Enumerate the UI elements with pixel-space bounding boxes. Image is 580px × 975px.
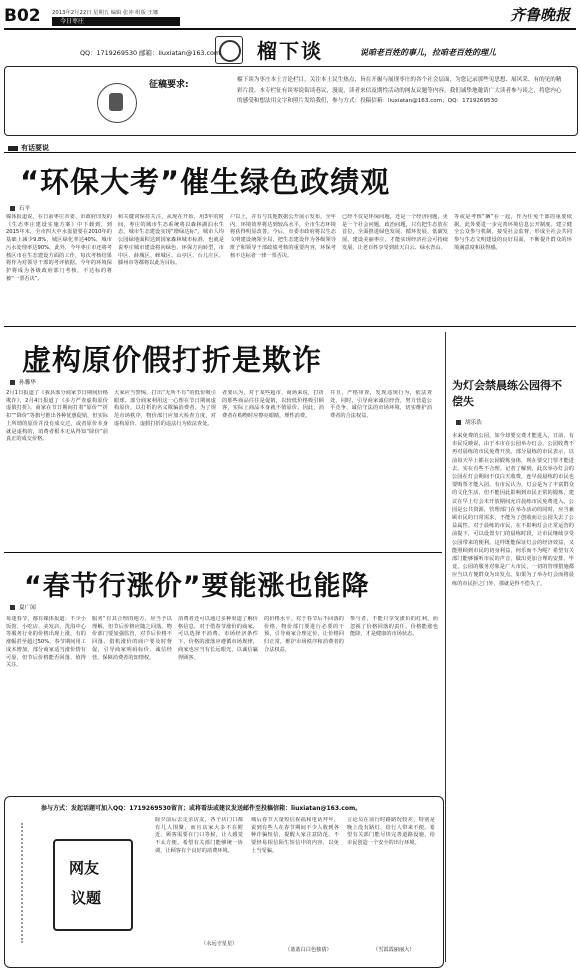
forum-signature-1: （永远守星星） [201,941,238,947]
notice-label: 征稿要求: [149,80,189,90]
article2-col-4: 井且，严格审查，发现违规行为，依法查处，同时，引导商家诚信经营，努力营造公平竞争、诚信守法的市场环境，切实维护消费者的合法权益。 [330,390,432,420]
article1-headline: “环保大考”催生绿色政绩观 [20,165,391,199]
article3-col-5: 参与者，不能只享受涨价的红利，而忽视了价格回落的责任。价格能涨也能降，才是健康的市场状态。 [350,616,438,638]
sidebar-divider [445,332,446,962]
forum-label-box [53,839,133,931]
article3-col-4: 的价格水平。对于春节后不回落的价格，物价部门要进行必要的干预，引导商家合理定价，让价格回归正常，维护市场秩序和消费者的合法权益。 [264,616,344,653]
article2-col-1: 2月1日报道了《我县部分商家节日期间价格欺诈》，2月4日报道了《多方严查虚构原价虚假打折》。商家在节日期间打着“原价”“折扣”“降价”等旗号推出各种优惠促销，但实际上所谓的原价并没有成交过，或者原价本身就是虚构的，消费者根本无从得知“降价”前真正的成交价格。 [6,390,108,443]
section-label-text: 有话要说 [21,144,49,152]
column-name: 榴下谈 [257,39,323,63]
article1-author: 石平 [19,206,31,212]
forum-col-1: 除夕前后去走亲访友，各个店门口都有几人围聚，而且店家大多不在附近，顾客需要在门口等候，让人感觉不太方便。希望有关部门能够统一协调，让顾客有个良好的消费环境。 [155,817,243,854]
notice-illustration [93,77,139,125]
forum-decoration [21,823,41,943]
article1-bottom-rule [4,326,576,327]
sidebar-author: 胡乐浩 [465,420,482,426]
article1-col-2: 和关键词保持关注，从现在开始，用3年的时间，枣庄的城市生态系统将以森林湖泊水生态，城市生态建设实现“增绿达标”，城市人均公园绿地面积达到国家森林城市标准，也就是说枣庄城市建设将向绿色、环保方向转型，市中区、薛城区、峄城区、山亭区、台儿庄区、滕州市等都将以此为目标。 [118,214,224,267]
person-silhouette-icon [109,93,123,111]
article3-author: 夏广闻 [19,605,36,611]
article3-col-1: 每逢春节，都有媒体报道：不少小饭馆、小吃店、美发店、洗浴中心等服务行业的价格出现上涨，有的涨幅甚至超过50%。春节期间用工成本增加，部分商家适当涨价情有可原，但节后价格能否回落，值得关注。 [6,616,86,669]
article2-byline [10,378,36,386]
article3-col-2: 服务“有其合理的地方，应当予以理解，但节后价格应随之回落。物价部门要加强监管，对节后价格不回落、借机涨价的商户要及时督促，引导商家明码标价、诚信经营，保障消费者的知情权。 [92,616,172,661]
article1-byline [10,204,30,212]
article3-headline: “春节行涨价”要能涨也能降 [24,571,370,602]
byline-marker-icon [10,380,15,385]
forum-col-3: 言论员在前行时路路况较差，特别是晚上没有路灯，给行人带来不便。希望有关部门能尽快完善道路设施，给市民创造一个安全的出行环境。 [347,817,435,847]
paper-name-logo: 齐鲁晚报 [509,6,570,24]
article1-col-1: 媒体报道说，在日前枣庄市委、市政府印发的《生态枣庄建设实施方案》中下载到，到2015年末，全市四大中水蛋量要在2010年的基础上减少9.8%，城区绿化率达40%，城市污水处理率达90%，此外，今年枣庄市还将考核区市在生态建设方面的工作，每次考核结果将作为对领导干部的考评依据。今年的环境保护将成为各级政府部门考核，不达标的将被“一票否决”。 [6,214,112,282]
tag-marker-icon [8,146,18,151]
sidebar-byline [456,418,482,426]
article2-col-3: 者要认为，对于某些超市、商场来说，打折的那些商品往往是促销，以较低价格吸引顾客，实际上商品本身就不值原价。因此，消费者在购物时应擦亮眼睛，理性消费。 [222,390,324,420]
article2-col-2: 大家应当警惕，打出“无所不有”的低价吸引眼球，部分商家利用这一心理在节日期间虚构原价，以打折的名义欺骗消费者。为了规范市场秩序，物价部门应加大检查力度，对虚构原价、虚假打折的违法行为依法查处。 [114,390,216,427]
byline-marker-icon [10,206,15,211]
forum-box [4,796,444,968]
tag-rule [4,152,576,153]
article2-author: 孙馨华 [19,380,36,386]
column-banner [215,34,575,64]
article2-headline: 虚构原价假打折是欺诈 [22,343,323,377]
section-tag: 今日枣庄 [52,17,180,26]
forum-label-bottom: 议题 [71,889,102,907]
column-logo-glyph [219,40,241,62]
notice-text: 榴下谈为枣庄本土言论栏目，关注本土民生热点，旨在开掘与展现枣庄的各个社会层面，为您记录那些见思想、展风采、有的见的精彩片段。本专栏征有谈零说街谈巷议，漫说，读者来信及期性活动的网友议题等内容。我们诚挚地邀请广大读者参与谈之，将您内心的感受和想法用文字和照片发给我们，参与方式：投稿信箱：liuxiatan@163.com；QQ：1719269530 [237,77,562,104]
notice-box [4,66,578,136]
article1-col-4: 已经不仅是环保问题，还是一个经济问题，更是一个社会问题，政治问题，只有把生态放在首位，全面推进绿色发展、循环发展、低碳发展，建设美丽枣庄，才能实现经济社会可持续发展，让老百姓享受到蓝天白云、绿水青山。 [342,214,448,251]
article1-col-5: 等或是考核“捆”在一起，作为任免干部的重要依据。此外要进一步完善环境信息公开制度，建立健全公众参与机制，接受社会监督，形成全社会共同参与生态文明建设的良好局面，不断提升群众的环境满意度和获得感。 [454,214,572,251]
forum-participation: 参与方式：发起话题可加入QQ：1719269530留言；或将看法或建议发送邮件至投稿信箱：liuxiatan@163.com。 [41,805,362,812]
masthead-rule [4,28,576,30]
forum-col-2: 城后春节大量短信祝福和电话拜年，说到有些人在春节期间不少人收到各种诈骗短信，提醒大家注意防范，不要轻易相信陌生短信中的内容，以免上当受骗。 [251,817,339,854]
article1-col-3: 户以上，并有与其他数据公开展示发布，全年内，环境效率将达到较高水平，全市生态环境将获得明显改善。今后，市委市政府将以生态文明建设统领全局，把生态建设作为各级领导班子和领导干部政绩考核的重要内容，环保考核不达标者一律一票否决。 [230,214,336,259]
article3-col-3: 消费者还可以通过多种渠道了解价格信息，对于借春节涨价的商家，可以选择不消费。市场经济条件下，价格的涨落应遵循市场规律，商家也应当有长远眼光，以诚信赢得顾客。 [178,616,258,661]
forum-signature-3: （雪霞霞丽丽大） [373,947,415,953]
page-number: B02 [4,6,41,26]
sidebar-headline: 为灯会禁晨练公园得不偿失 [452,379,562,408]
date-line: 2013年2月22日 星期五 编辑 张冲 组版 王娜 [52,10,159,16]
article2-bottom-rule [4,552,442,553]
forum-label-top: 网友 [69,859,100,877]
contact-line: QQ：1719269530 邮箱：liuxiatan@163.com [80,49,221,57]
sidebar-body: 本来免费的公园，如今却要交费才能进入，日前，有市民反映说，由于本市在公园举办灯会，公园收费不再对晨练的市民免费开放。部分晨练的市民表示，以前每天早上都在公园锻炼身体，现在要交门票才能进去，实在有些不合理。记者了解到，此次举办灯会的公园在灯会期间不仅白天收费，连早晨晨练的市民也要购票才能入园。有市民认为，灯会是为了丰富群众的文化生活，但不能因此影响到市民正常的锻炼，建议在早上灯会未开放期间允许晨练市民免费进入。公园是公共资源，管理部门在举办活动的同时，应当兼顾市民的日常需求，不能为了创收而让公园失去了公益属性。对于晨练的市民，在不影响灯会正常运营的前提下，可以设置专门的晨练时段，让市民继续享受公园带来的便利。这样既能保证灯会的经济效益，又能照顾到市民的切身利益，何乐而不为呢？希望有关部门能够倾听市民的声音，做出更加合理的安排。毕竟，公园的服务对象是广大市民，一切的管理措施都应当以方便群众为出发点。如果为了举办灯会而将晨练的市民拒之门外，那就是得不偿失了。 [452,433,574,587]
byline-marker-icon [456,420,461,425]
forum-signature-2: （蓝蓝白白色独倩） [285,947,332,953]
column-slogan: 说咱老百姓的事儿，拉咱老百姓的理儿 [360,47,496,57]
byline-marker-icon [10,605,15,610]
article3-byline [10,603,36,611]
